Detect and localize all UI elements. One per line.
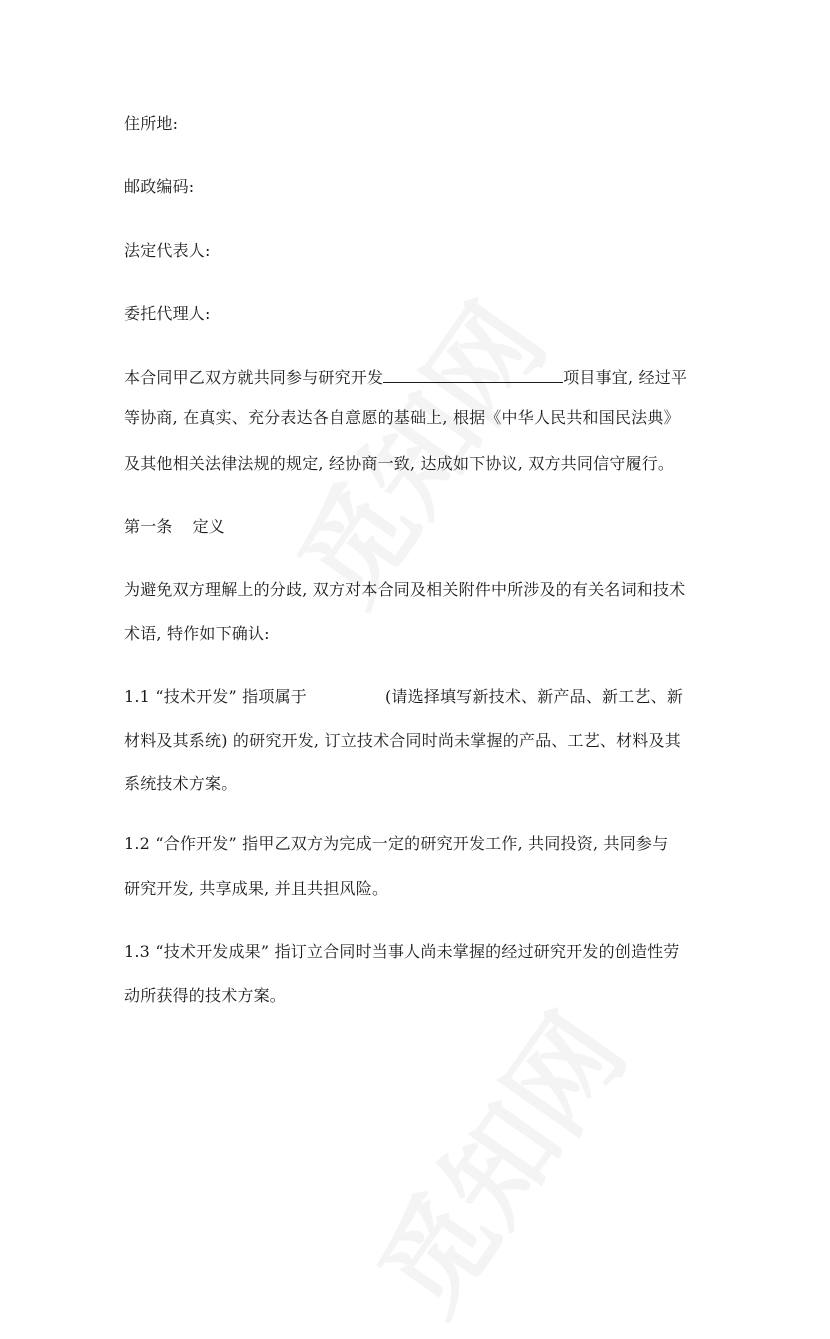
clause-1-1-line-1	[124, 687, 724, 707]
legal-representative-label: 法定代表人:	[124, 241, 211, 260]
intro-text-after-blank: 项目事宜, 经过平	[563, 368, 688, 387]
clause-1-1-line-3: 系统技术方案。	[124, 774, 238, 793]
clause-1-1-line-2: 材料及其系统) 的研究开发, 订立技术合同时尚未掌握的产品、工艺、材料及其	[124, 731, 681, 750]
article-1-intro-line-2: 术语, 特作如下确认:	[124, 624, 270, 643]
clause-1-2-line-1: 1.2 “合作开发” 指甲乙双方为完成一定的研究开发工作, 共同投资, 共同参与	[124, 834, 669, 853]
clause-1-3-line-1: 1.3 “技术开发成果” 指订立合同时当事人尚未掌握的经过研究开发的创造性劳	[124, 942, 680, 961]
clause-1-3-line-2: 动所获得的技术方案。	[124, 986, 287, 1005]
project-name-blank[interactable]	[383, 368, 563, 383]
article-1-number: 第一条	[124, 517, 173, 536]
article-1-title: 定义	[192, 517, 226, 536]
clause-1-2-line-2: 研究开发, 共享成果, 并且共担风险。	[124, 879, 389, 898]
clause-1-1-before-blank: 1.1 “技术开发” 指项属于	[124, 687, 307, 706]
article-1-intro-line-1: 为避免双方理解上的分歧, 双方对本合同及相关附件中所涉及的有关名词和技术	[124, 580, 686, 599]
article-1-heading	[124, 517, 724, 537]
clause-1-1-after-blank: (请选择填写新技术、新产品、新工艺、新	[384, 687, 684, 706]
postal-code-label: 邮政编码:	[124, 177, 195, 196]
intro-text-before-blank: 本合同甲乙双方就共同参与研究开发	[124, 368, 384, 387]
authorized-agent-label: 委托代理人:	[124, 304, 211, 323]
watermark-bottom	[336, 979, 655, 1339]
address-label: 住所地:	[124, 114, 179, 133]
intro-line-3: 及其他相关法律法规的规定, 经协商一致, 达成如下协议, 双方共同信守履行。	[124, 454, 675, 473]
intro-line-1	[124, 368, 724, 388]
intro-line-2: 等协商, 在真实、充分表达各自意愿的基础上, 根据《中华人民共和国民法典》	[124, 408, 680, 427]
